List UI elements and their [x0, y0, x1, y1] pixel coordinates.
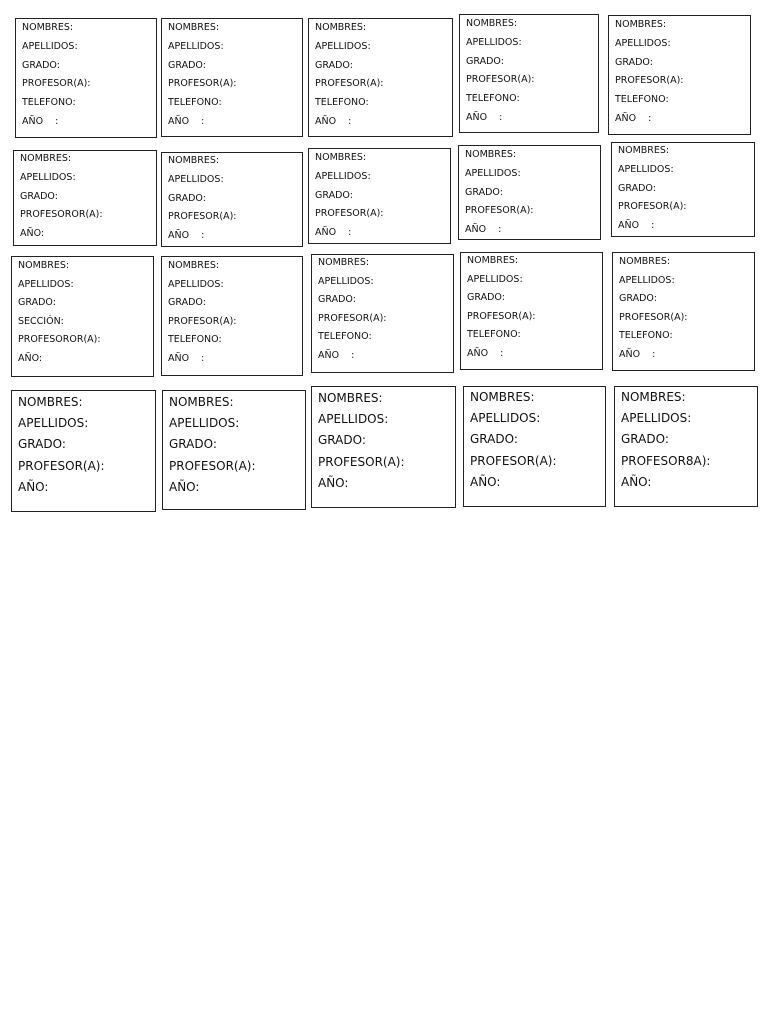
card-field-label: GRADO:	[315, 59, 353, 71]
card-field-label: NOMBRES:	[168, 155, 220, 166]
card-field-label: AÑO :	[615, 113, 652, 124]
card-field-label: NOMBRES:	[621, 390, 686, 404]
card-field-label: PROFESOR(A):	[18, 458, 105, 473]
card-field-label: APELLIDOS:	[318, 275, 374, 287]
card-field-label: GRADO:	[18, 297, 56, 309]
card-field-label: NOMBRES:	[619, 256, 671, 267]
label-card	[308, 18, 453, 137]
card-field-label: TELEFONO:	[315, 97, 369, 109]
card-field-label: AÑO:	[169, 479, 200, 494]
card-field-label: GRADO:	[22, 59, 60, 71]
card-field-label: NOMBRES:	[168, 22, 220, 33]
card-field-label: AÑO:	[318, 475, 349, 490]
card-field-label: APELLIDOS:	[466, 36, 522, 48]
card-field-label: PROFESOROR(A):	[18, 334, 101, 346]
card-field-label: PROFESOR(A):	[615, 75, 684, 87]
card-field-label: PROFESOR(A):	[470, 453, 557, 468]
card-field-label: PROFESOROR(A):	[20, 209, 103, 221]
card-field-label: AÑO :	[466, 112, 503, 123]
card-field-label: TELEFONO:	[22, 97, 76, 109]
card-field-label: NOMBRES:	[315, 22, 367, 33]
card-field-label: GRADO:	[318, 433, 366, 448]
card-field-label: GRADO:	[315, 189, 353, 201]
card-field-label: AÑO :	[168, 230, 205, 242]
card-field-label: APELLIDOS:	[168, 173, 224, 185]
card-field-label: NOMBRES:	[18, 395, 83, 409]
card-field-label: APELLIDOS:	[20, 171, 76, 183]
card-field-label: NOMBRES:	[20, 153, 72, 164]
card-field-label: SECCIÓN:	[18, 315, 64, 327]
card-field-label: AÑO :	[618, 220, 655, 232]
card-field-label: AÑO :	[22, 116, 59, 127]
label-card	[308, 148, 451, 244]
label-card	[311, 386, 456, 508]
card-field-label: AÑO :	[315, 116, 352, 127]
card-field-label: TELEFONO:	[619, 330, 673, 342]
label-card	[13, 150, 157, 246]
card-field-label: PROFESOR(A):	[168, 78, 237, 90]
card-field-label: APELLIDOS:	[168, 40, 224, 52]
card-field-label: APELLIDOS:	[618, 163, 674, 175]
card-field-label: NOMBRES:	[18, 260, 70, 271]
card-field-label: AÑO :	[318, 350, 355, 361]
card-field-label: GRADO:	[618, 182, 656, 194]
card-field-label: NOMBRES:	[470, 390, 535, 404]
label-card	[162, 390, 306, 510]
card-field-label: NOMBRES:	[22, 22, 74, 33]
card-field-label: APELLIDOS:	[619, 274, 675, 286]
card-field-label: PROFESOR(A):	[168, 211, 237, 223]
label-card	[611, 142, 755, 237]
card-field-label: PROFESOR(A):	[169, 458, 256, 473]
card-field-label: APELLIDOS:	[621, 411, 692, 426]
label-card	[11, 390, 156, 512]
card-field-label: APELLIDOS:	[315, 40, 371, 52]
card-field-label: GRADO:	[168, 192, 206, 204]
card-field-label: TELEFONO:	[615, 94, 669, 106]
card-field-label: NOMBRES:	[318, 257, 370, 268]
card-field-label: PROFESOR(A):	[22, 78, 91, 90]
card-field-label: PROFESOR(A):	[466, 74, 535, 86]
card-field-label: APELLIDOS:	[465, 167, 521, 179]
card-field-label: PROFESOR(A):	[465, 205, 534, 217]
card-field-label: NOMBRES:	[465, 149, 517, 160]
card-field-label: TELEFONO:	[318, 331, 372, 343]
card-field-label: PROFESOR(A):	[318, 312, 387, 324]
label-card	[614, 386, 758, 507]
card-field-label: AÑO :	[467, 348, 504, 359]
card-field-label: TELEFONO:	[168, 97, 222, 109]
card-field-label: AÑO :	[315, 227, 352, 239]
label-card	[459, 14, 599, 133]
label-card	[161, 152, 303, 247]
card-field-label: GRADO:	[615, 56, 653, 68]
card-field-label: GRADO:	[470, 432, 518, 447]
label-card	[460, 252, 603, 370]
card-field-label: NOMBRES:	[315, 152, 367, 163]
card-field-label: PROFESOR(A):	[619, 311, 688, 323]
card-field-label: PROFESOR(A):	[467, 310, 536, 322]
card-field-label: PROFESOR(A):	[168, 315, 237, 327]
card-field-label: AÑO:	[621, 474, 652, 489]
card-field-label: GRADO:	[168, 59, 206, 71]
card-field-label: NOMBRES:	[169, 395, 234, 409]
label-card	[11, 256, 154, 377]
card-field-label: APELLIDOS:	[22, 40, 78, 52]
card-field-label: AÑO :	[168, 116, 205, 127]
label-card	[463, 386, 606, 507]
card-field-label: GRADO:	[621, 432, 669, 447]
label-card	[161, 18, 303, 137]
card-field-label: GRADO:	[465, 186, 503, 198]
label-card	[608, 15, 751, 135]
card-field-label: NOMBRES:	[318, 391, 383, 405]
card-field-label: PROFESOR(A):	[315, 78, 384, 90]
card-field-label: APELLIDOS:	[169, 416, 240, 431]
card-field-label: APELLIDOS:	[168, 278, 224, 290]
card-field-label: APELLIDOS:	[318, 412, 389, 427]
card-field-label: APELLIDOS:	[315, 170, 371, 182]
card-field-label: AÑO:	[470, 474, 501, 489]
card-field-label: GRADO:	[168, 297, 206, 309]
card-field-label: PROFESOR(A):	[315, 208, 384, 220]
card-field-label: GRADO:	[466, 55, 504, 67]
label-card	[612, 252, 755, 371]
card-field-label: AÑO :	[619, 349, 656, 360]
card-field-label: APELLIDOS:	[18, 416, 89, 431]
card-field-label: PROFESOR(A):	[318, 454, 405, 469]
card-field-label: GRADO:	[20, 190, 58, 202]
label-card	[15, 18, 157, 138]
card-field-label: NOMBRES:	[618, 145, 670, 156]
card-field-label: AÑO :	[168, 353, 205, 364]
card-field-label: APELLIDOS:	[467, 273, 523, 285]
card-field-label: AÑO :	[465, 224, 502, 236]
card-field-label: PROFESOR8A):	[621, 453, 711, 468]
card-field-label: GRADO:	[619, 293, 657, 305]
card-field-label: PROFESOR(A):	[618, 201, 687, 213]
card-field-label: NOMBRES:	[168, 260, 220, 271]
card-field-label: GRADO:	[169, 437, 217, 452]
card-field-label: AÑO:	[18, 353, 43, 364]
label-card	[161, 256, 303, 376]
card-field-label: AÑO:	[20, 228, 45, 240]
label-card	[311, 254, 454, 373]
card-field-label: APELLIDOS:	[18, 278, 74, 290]
card-field-label: GRADO:	[318, 294, 356, 306]
card-field-label: GRADO:	[467, 292, 505, 304]
card-field-label: NOMBRES:	[467, 255, 519, 266]
label-card	[458, 145, 601, 240]
card-field-label: AÑO:	[18, 479, 49, 494]
card-field-label: GRADO:	[18, 437, 66, 452]
card-field-label: TELEFONO:	[467, 329, 521, 341]
card-field-label: TELEFONO:	[466, 93, 520, 105]
card-field-label: NOMBRES:	[615, 19, 667, 30]
card-field-label: APELLIDOS:	[615, 37, 671, 49]
card-field-label: APELLIDOS:	[470, 411, 541, 426]
card-field-label: NOMBRES:	[466, 18, 518, 29]
card-field-label: TELEFONO:	[168, 334, 222, 346]
